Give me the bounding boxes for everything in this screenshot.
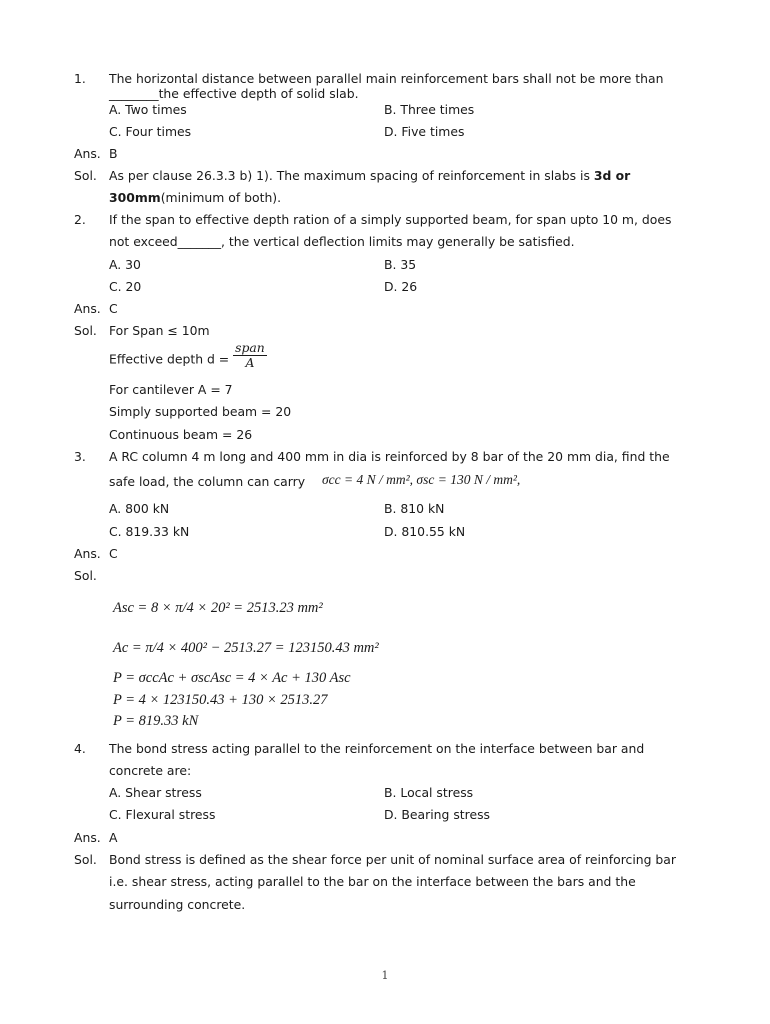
q1-solution-text-1 [109,168,701,184]
q2-effective-depth [109,340,267,370]
q2-answer-value: C [109,301,118,316]
q4-option-b: B. Local stress [384,785,474,800]
q3-text-2: safe load, the column can carry [109,474,306,489]
q3-option-d: D. 810.55 kN [384,524,466,539]
q2-fraction [233,341,267,370]
q1-solution-text-2 [109,190,701,206]
q1-option-b: B. Three times [384,102,475,117]
q3-condition: σcc = 4 N / mm², σsc = 130 N / mm², [322,472,521,487]
q2-solution-2 [0,342,770,374]
q2-simply-supported: Simply supported beam = 20 [109,404,292,419]
q4-option-a: A. Shear stress [109,785,202,800]
page-number: 1 [381,969,389,982]
q2-option-d: D. 26 [384,279,418,294]
q2-option-c: C. 20 [109,279,142,294]
fraction-denominator: A [245,355,255,370]
q4-solution-text-3: surrounding concrete. [109,897,246,912]
q4-answer-value: A [109,830,118,845]
q4-option-c: C. Flexural stress [109,807,216,822]
q3-option-b: B. 810 kN [384,501,445,516]
q3-equation-2: Ac = π/4 × 400² − 2513.27 = 123150.43 mm² [113,640,379,656]
q3-answer-value: C [109,546,118,561]
q1-option-a: A. Two times [109,102,187,117]
sol-label: Sol. [74,323,97,338]
q4-text-1: The bond stress acting parallel to the reinforcement on the interface between bar and [109,741,645,756]
q4-solution-text-1: Bond stress is defined as the shear force per unit of nominal surface area of reinforcing bar [109,852,676,867]
q3-equation-4: P = 4 × 123150.43 + 130 × 2513.27 [113,692,328,708]
q1-answer-value: B [109,146,118,161]
q3-option-a: A. 800 kN [109,501,170,516]
q4-text-2: concrete are: [109,763,192,778]
q2-continuous: Continuous beam = 26 [109,427,253,442]
q2-cantilever: For cantilever A = 7 [109,382,233,397]
ans-label: Ans. [74,146,101,161]
q2-effective-depth-label: Effective depth d = [109,351,234,367]
q3-text-1: A RC column 4 m long and 400 mm in dia is reinforced by 8 bar of the 20 mm dia, find the [109,449,670,464]
q1-solution-text: As per clause 26.3.3 b) 1). The maximum spacing of reinforcement in slabs is [109,168,594,183]
q2-solution-span: For Span ≤ 10m [109,323,210,338]
q1-number: 1. [74,71,86,86]
q1-solution-bold-2: 300mm [109,190,161,205]
q1-option-d: D. Five times [384,124,465,139]
q3-number: 3. [74,449,86,464]
q4-solution-text-2: i.e. shear stress, acting parallel to the bar on the interface between the bars and the [109,874,636,889]
fraction-numerator: span [235,340,265,355]
q2-option-a: A. 30 [109,257,141,272]
sol-label: Sol. [74,168,97,183]
q3-option-c: C. 819.33 kN [109,524,190,539]
q3-equation-1: Asc = 8 × π/4 × 20² = 2513.23 mm² [113,600,323,616]
q1-solution-bold: 3d or [593,168,631,183]
q1-solution-tail: (minimum of both). [160,190,282,205]
q1-text-2: ________the effective depth of solid slab. [109,86,359,101]
q4-number: 4. [74,741,86,756]
ans-label: Ans. [74,546,101,561]
q3-equation-5: P = 819.33 kN [113,713,199,729]
sol-label: Sol. [74,852,97,867]
ans-label: Ans. [74,301,101,316]
q2-number: 2. [74,212,86,227]
ans-label: Ans. [74,830,101,845]
q2-option-b: B. 35 [384,257,417,272]
q2-text-2: not exceed_______, the vertical deflection limits may generally be satisfied. [109,234,575,249]
q1-text-1: The horizontal distance between parallel main reinforcement bars shall not be more than [109,71,664,86]
q4-option-d: D. Bearing stress [384,807,490,822]
sol-label: Sol. [74,568,97,583]
q2-text-1: If the span to effective depth ration of a simply supported beam, for span upto 10 m, does [109,212,672,227]
q3-equation-3: P = σccAc + σscAsc = 4 × Ac + 130 Asc [113,670,351,686]
q1-option-c: C. Four times [109,124,192,139]
